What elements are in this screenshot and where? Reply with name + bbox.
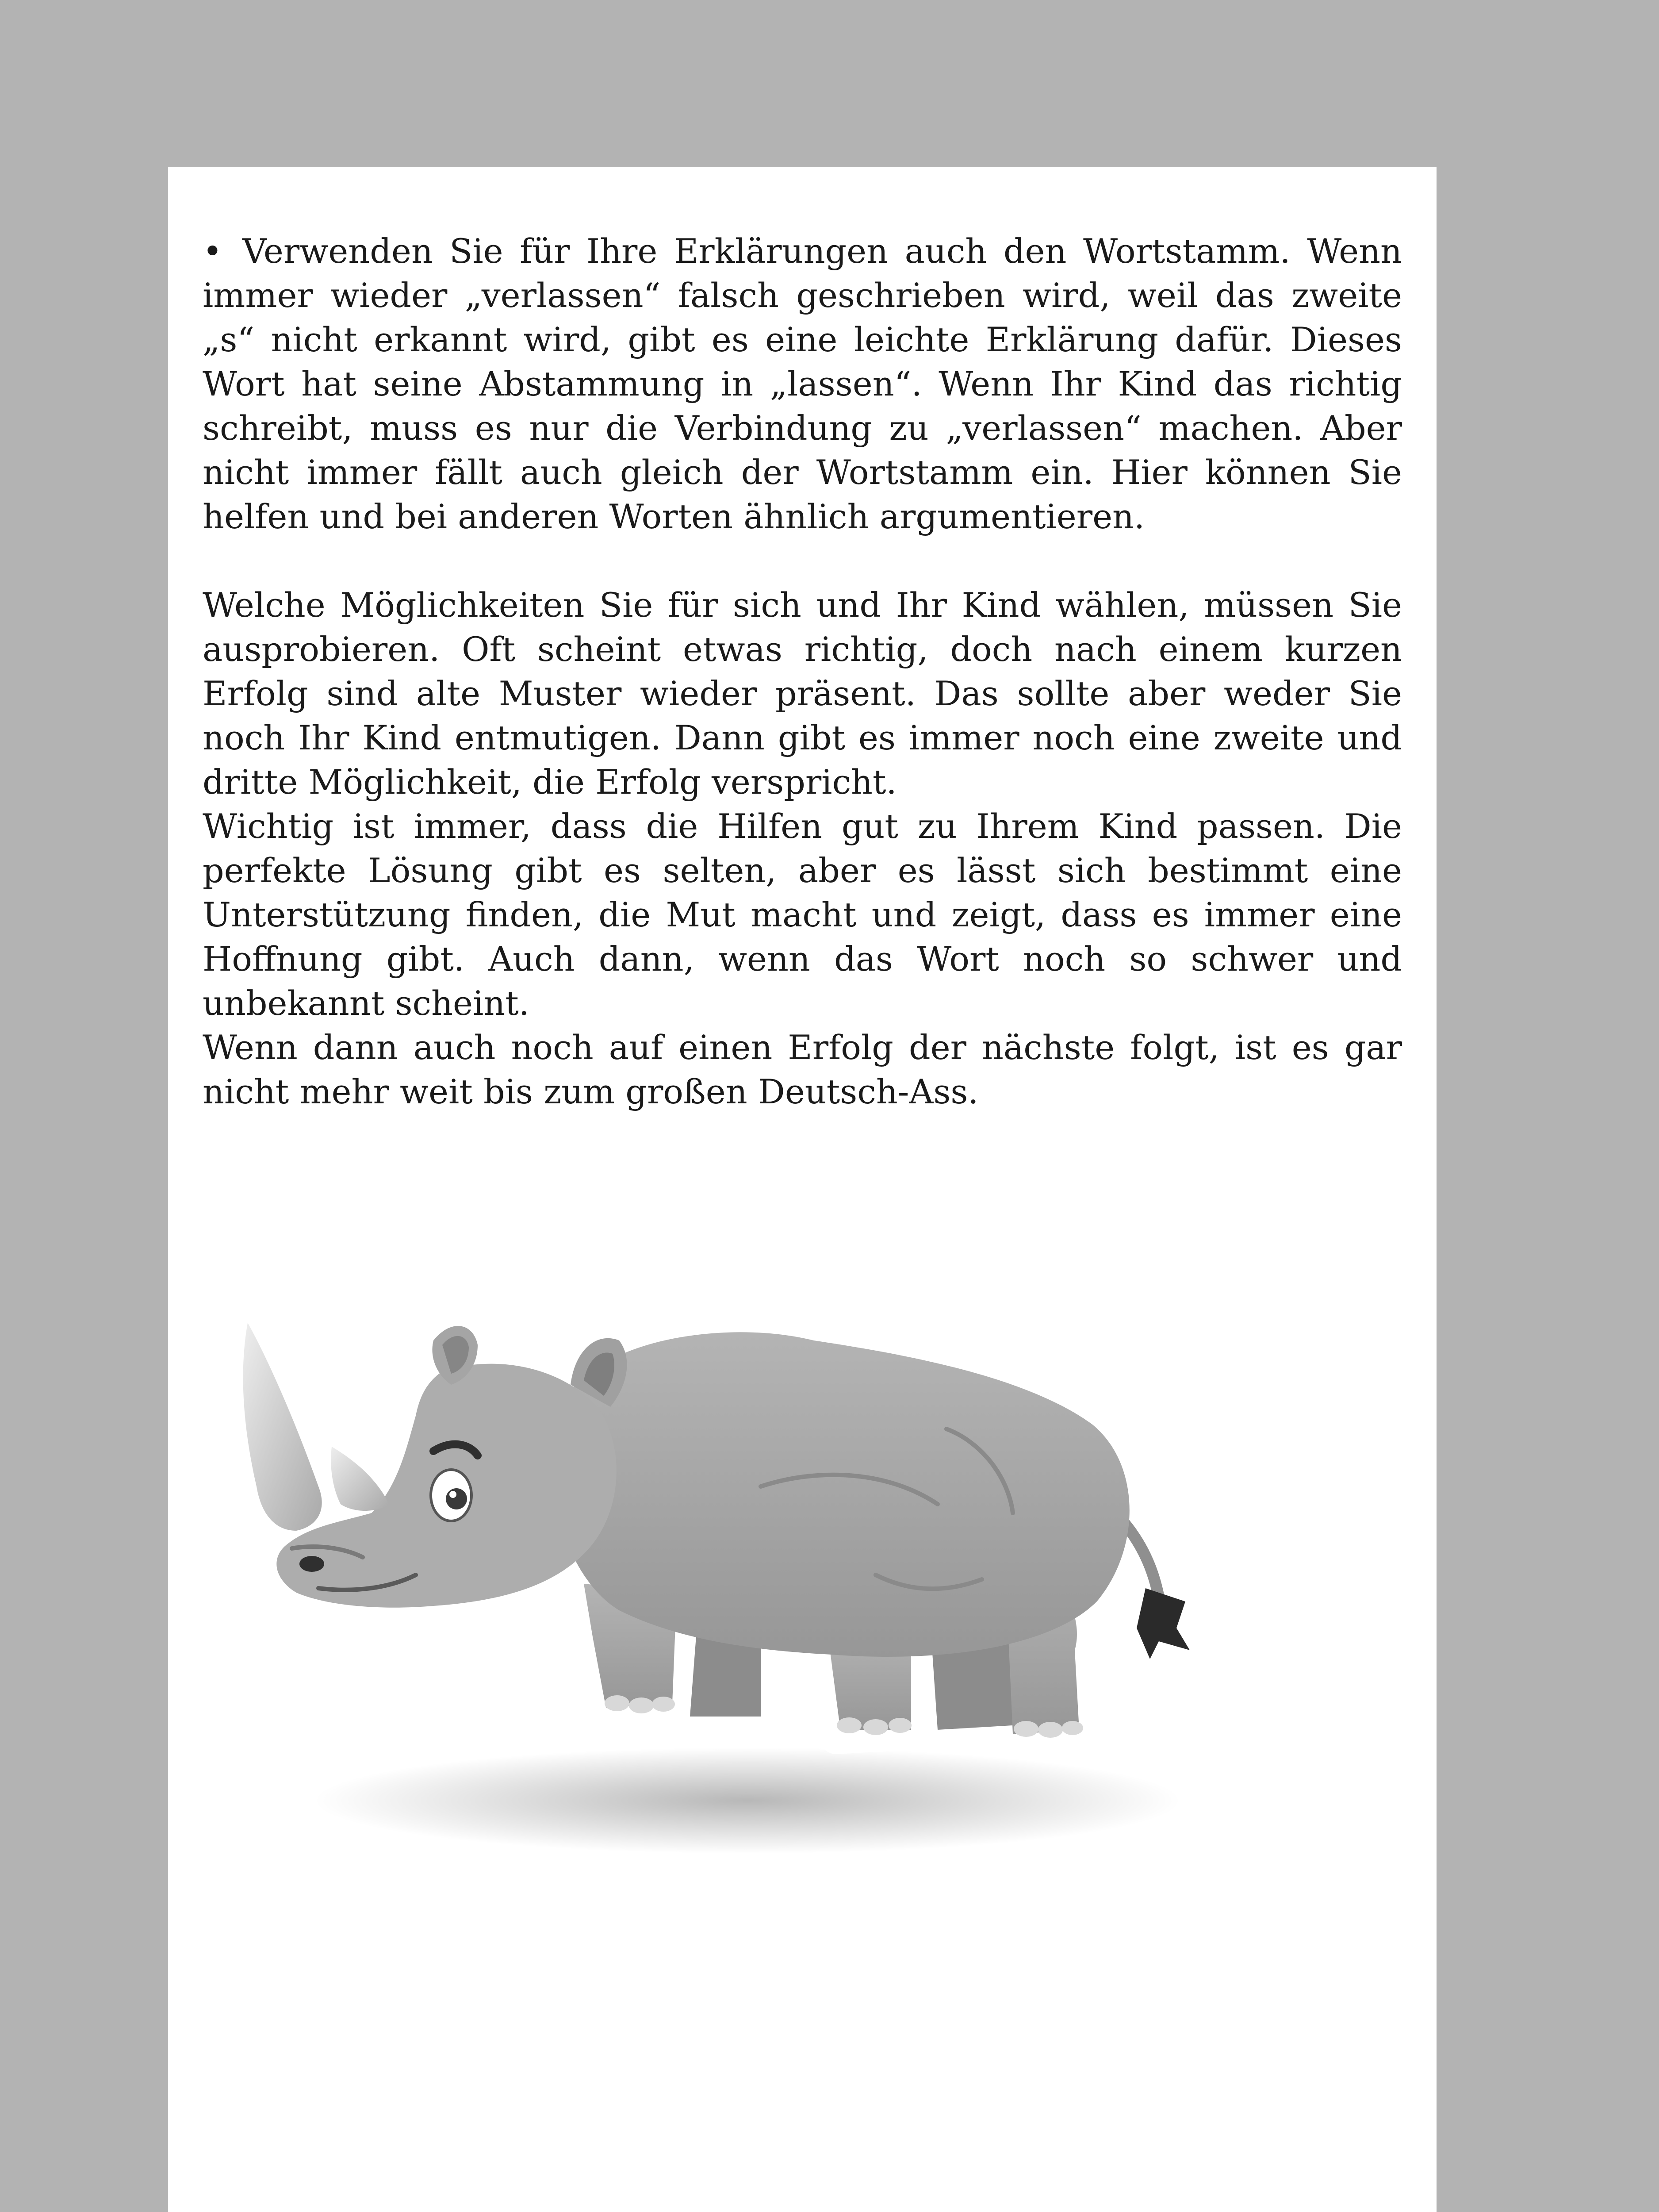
sticker-shadow [314,1747,1181,1854]
rhino-sticker [221,1310,1190,1743]
paragraph: Welche Möglichkeiten Sie für sich und Ihr Kind wählen, müssen Sie ausprobieren. Oft scheint etwas richtig, doch nach einem kurzen Erfolg sind alte Muster wieder präsent. Das sollte aber weder Sie noch Ihr Kind entmutigen. Dann gibt es immer noch eine zweite und dritte Möglichkeit, die Erfolg verspricht. [203,585,1402,802]
rhino-nostril [299,1556,324,1572]
paragraph-text: Verwenden Sie für Ihre Erklärungen auch den Wortstamm. Wenn immer wieder „verlassen“ falsch geschrieben wird, weil das zweite „s“ nicht erkannt wird, gibt es eine leichte Erklärung dafür. Dieses Wort hat seine Abstammung in „lassen“. Wenn Ihr Kind das richtig schreibt, muss es nur die Verbindung zu „verlassen“ machen. Aber nicht immer fällt auch gleich der Wortstamm ein. Hier können Sie helfen und bei anderen Worten ähnlich argumentieren. [203,231,1402,536]
rhino-tail-tuft [1137,1588,1190,1659]
rhino-illustration [186,1239,1300,1858]
body-text [203,229,1402,1114]
paragraph: Wenn dann auch noch auf einen Erfolg der nächste folgt, ist es gar nicht mehr weit bis zum großen Deutsch-Ass. [203,1028,1402,1111]
bullet-paragraph [203,229,1402,539]
document-page [168,167,1437,2212]
bullet-icon: • [203,231,222,271]
paragraph: Wichtig ist immer, dass die Hilfen gut zu Ihrem Kind passen. Die perfekte Lösung gibt es selten, aber es lässt sich bestimmt eine Unterstützung finden, die Mut macht und zeigt, dass es immer eine Hoffnung gibt. Auch dann, wenn das Wort noch so schwer und unbekannt scheint. [203,806,1402,1023]
